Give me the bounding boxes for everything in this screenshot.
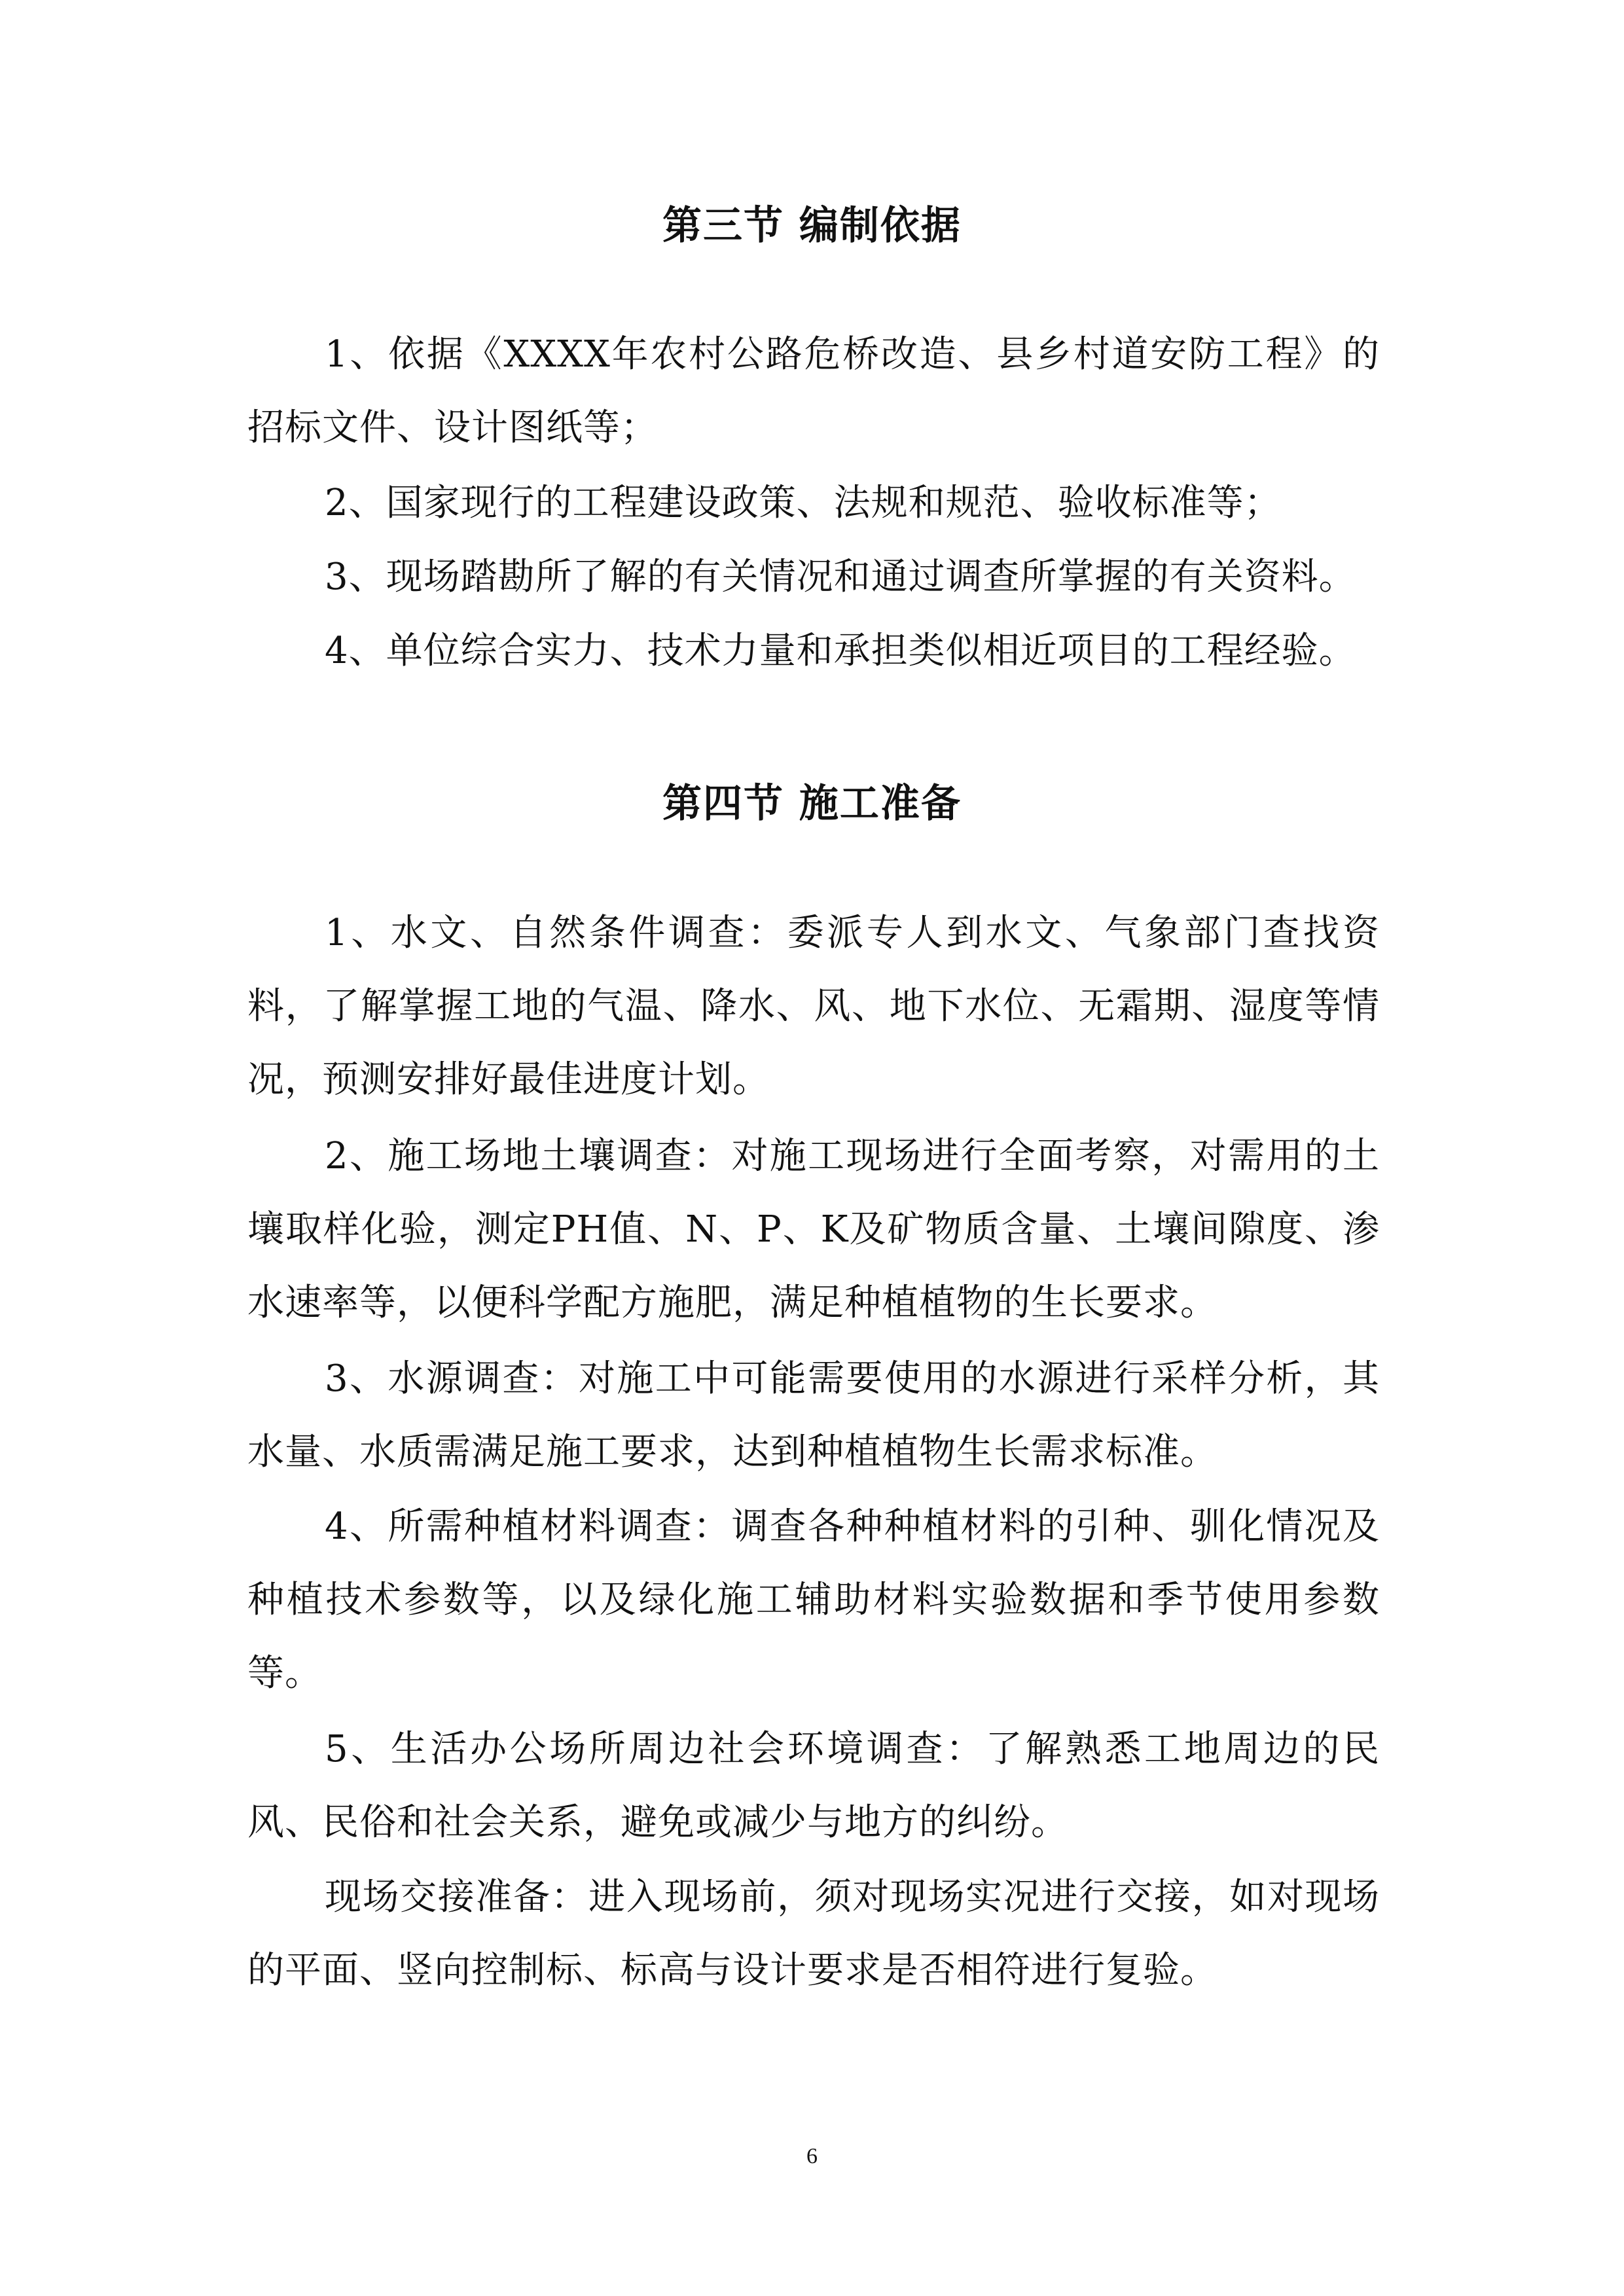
section-3-title: 第三节 编制依据 [662,203,962,249]
section-3-paragraph-1: 1、依据《XXXX年农村公路危桥改造、县乡村道安防工程》的招标文件、设计图纸等； [247,333,1380,449]
page-number: 6 [806,2144,818,2168]
section-3-paragraph-4: 4、单位综合实力、技术力量和承担类似相近项目的工程经验。 [325,630,1356,672]
section-4-title: 第四节 施工准备 [662,781,962,827]
section-4-paragraph-6: 现场交接准备：进入现场前，须对现场实况进行交接，如对现场的平面、竖向控制标、标高与设计要求是否相符进行复验。 [247,1876,1380,1992]
section-4-paragraph-5: 5、生活办公场所周边社会环境调查：了解熟悉工地周边的民风、民俗和社会关系，避免或减少与地方的纠纷。 [247,1728,1380,1844]
section-4-paragraph-2: 2、施工场地土壤调查：对施工现场进行全面考察，对需用的土壤取样化验，测定PH值、N、P、K及矿物质含量、土壤间隙度、渗水速率等，以便科学配方施肥，满足种植植物的生长要求。 [247,1135,1380,1324]
section-4-paragraph-4: 4、所需种植材料调查：调查各种种植材料的引种、驯化情况及种植技术参数等，以及绿化施工辅助材料实验数据和季节使用参数等。 [247,1505,1380,1695]
section-4-paragraph-1: 1、水文、自然条件调查：委派专人到水文、气象部门查找资料，了解掌握工地的气温、降水、风、地下水位、无霜期、湿度等情况，预测安排好最佳进度计划。 [247,912,1380,1101]
section-3-paragraph-3: 3、现场踏勘所了解的有关情况和通过调查所掌握的有关资料。 [325,556,1356,598]
section-4-paragraph-3: 3、水源调查：对施工中可能需要使用的水源进行采样分析，其水量、水质需满足施工要求，达到种植植物生长需求标准。 [247,1357,1380,1473]
section-3-paragraph-2: 2、国家现行的工程建设政策、法规和规范、验收标准等； [325,482,1282,524]
